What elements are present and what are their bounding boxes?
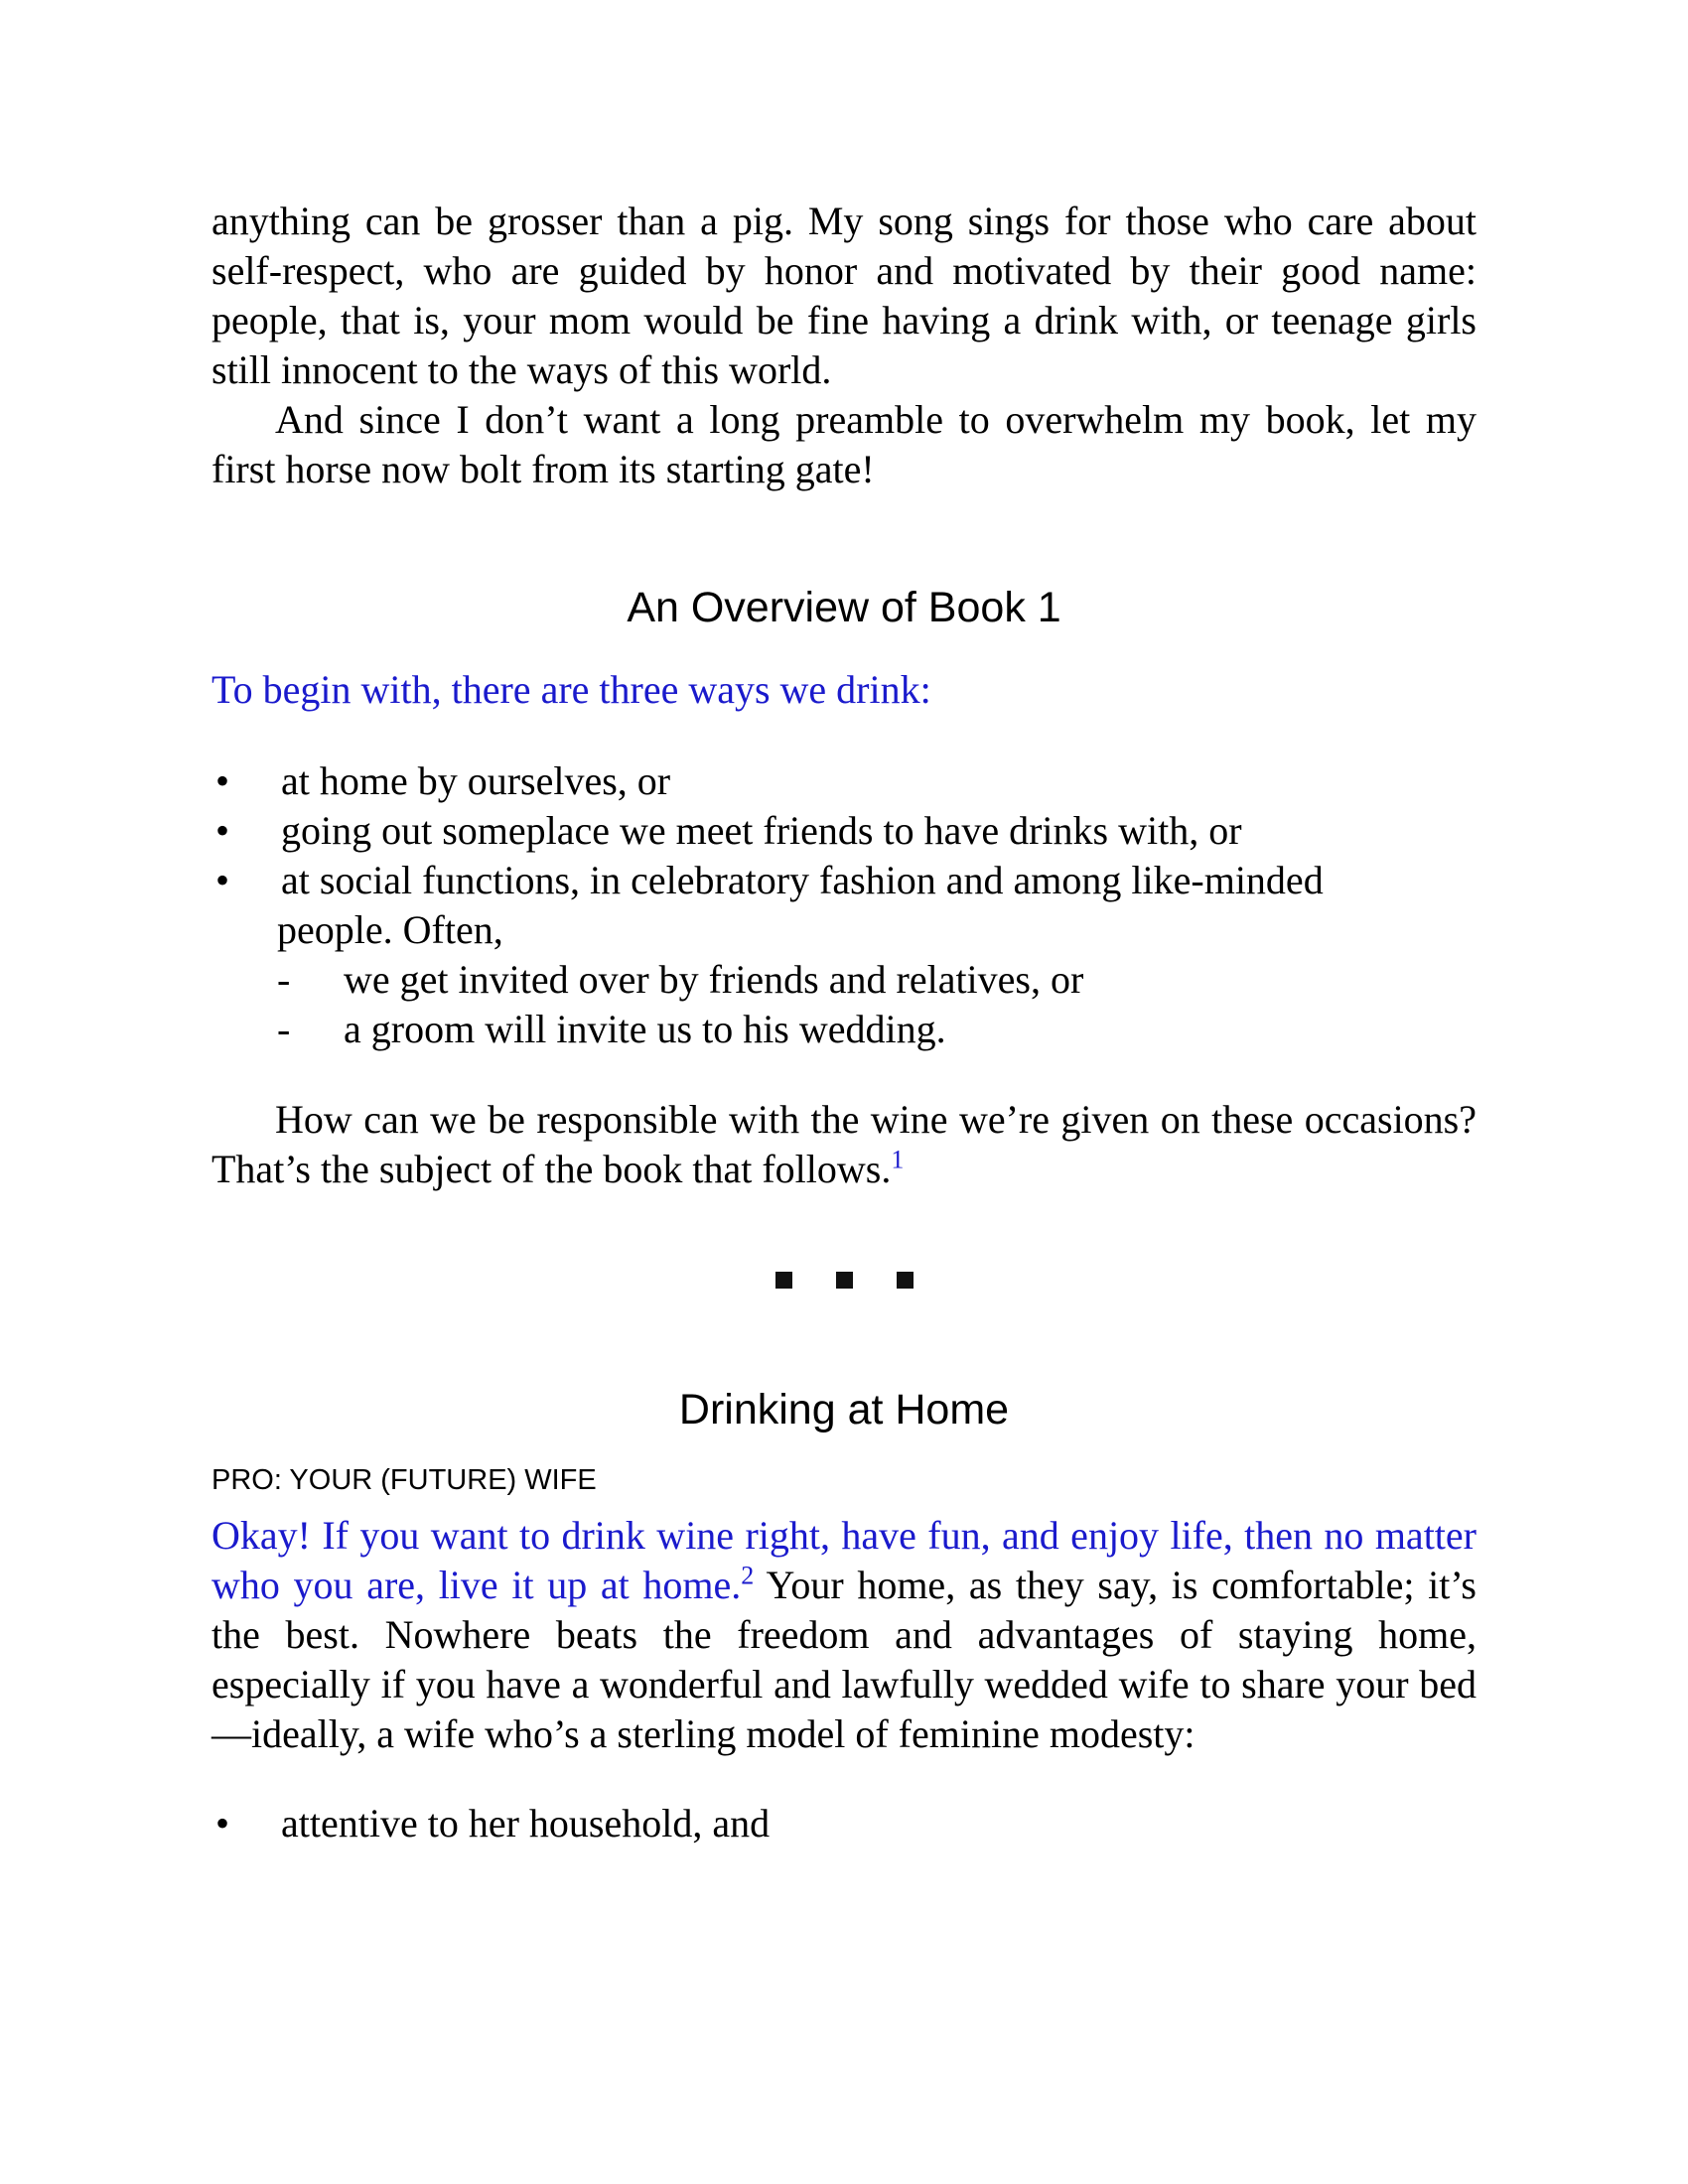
book-page (211, 197, 1477, 1848)
overview-closing-paragraph (211, 1095, 1477, 1194)
wife-qualities-list (211, 1799, 1477, 1848)
separator-square-icon (897, 1272, 914, 1289)
home-subheading: PRO: YOUR (FUTURE) WIFE (211, 1464, 597, 1496)
list-item-text: at social functions, in celebratory fashion and among like-minded (281, 858, 1324, 902)
list-item (211, 1799, 1477, 1848)
dash-glyph: - (277, 1007, 291, 1051)
overview-heading: An Overview of Book 1 (627, 584, 1061, 631)
sub-list-item (211, 955, 1477, 1005)
list-item-text: going out someplace we meet friends to have drinks with, or (281, 808, 1242, 853)
bullet-glyph: • (215, 758, 230, 803)
opening-paragraph-2: And since I don’t want a long preamble to overwhelm my book, let my first horse now bolt from its starting gate! (211, 397, 1477, 491)
list-item-continuation: people. Often, (277, 907, 503, 952)
bullet-glyph: • (215, 858, 230, 902)
list-item (211, 756, 1477, 806)
home-lead-text: Your home, as they say, is comfortable; it’s the best. Nowhere beats the freedom and advantages of staying home, especially if you have a wonderful and lawfully wedded wife to share your bed—ideally, a wife who’s a sterling model of feminine modesty: (211, 1563, 1477, 1756)
list-item (211, 806, 1477, 856)
sub-list (211, 955, 1477, 1054)
section-separator (211, 1272, 1477, 1289)
sub-list-item-text: we get invited over by friends and relatives, or (344, 957, 1084, 1002)
separator-square-icon (836, 1272, 853, 1289)
home-lead-paragraph (211, 1511, 1477, 1759)
footnote-marker-2[interactable]: 2 (741, 1561, 755, 1590)
list-item-text: attentive to her household, and (281, 1801, 771, 1845)
opening-paragraph-1: anything can be grosser than a pig. My song sings for those who care about self-respect, who are guided by honor and motivated by their good name: people, that is, your mom would be fine having a drink with, or teenage girls still innocent to the ways of this world. (211, 199, 1477, 392)
footnote-marker-1[interactable]: 1 (891, 1145, 905, 1174)
ways-list (211, 756, 1477, 955)
sub-list-item (211, 1005, 1477, 1054)
sub-list-item-text: a groom will invite us to his wedding. (344, 1007, 946, 1051)
dash-glyph: - (277, 957, 291, 1002)
home-heading: Drinking at Home (678, 1386, 1010, 1433)
overview-intro: To begin with, there are three ways we drink: (211, 667, 931, 712)
home-lead-highlight: Okay! If you want to drink wine right, have fun, and enjoy life, then no matter who you are, live it up at home. (211, 1513, 1477, 1607)
list-item (211, 856, 1477, 955)
separator-square-icon (775, 1272, 792, 1289)
list-item-text: at home by ourselves, or (281, 758, 671, 803)
overview-closing-text: How can we be responsible with the wine we’re given on these occasions? That’s the subject of the book that follows. (211, 1097, 1477, 1191)
bullet-glyph: • (215, 1801, 230, 1845)
bullet-glyph: • (215, 808, 230, 853)
